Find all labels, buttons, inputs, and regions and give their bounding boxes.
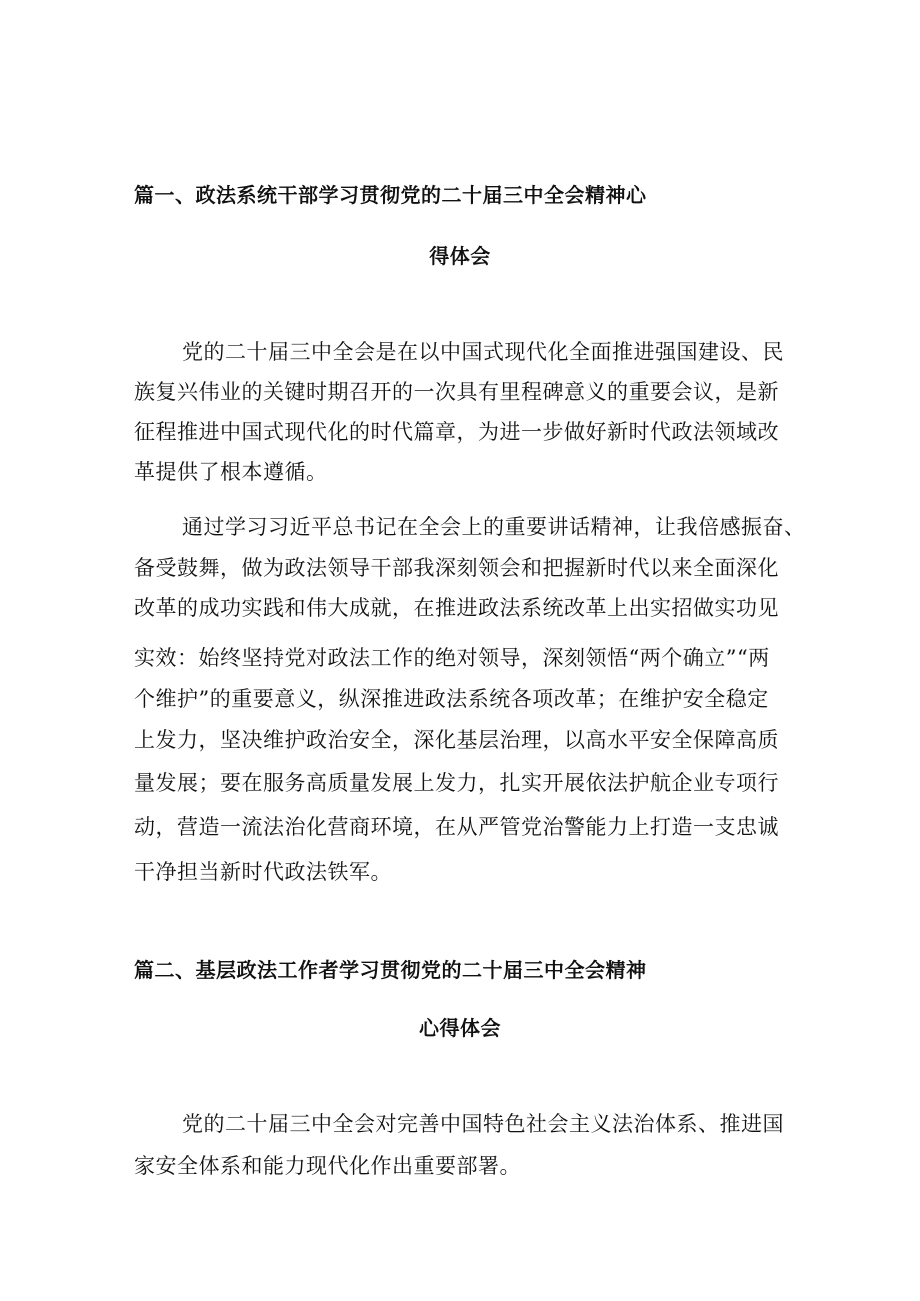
- section1-para1-line2: 族复兴伟业的关键时期召开的一次具有里程碑意义的重要会议，是新: [134, 380, 779, 404]
- section1-title-line2: 得体会: [429, 244, 491, 268]
- section1-para2-line5: 个维护”的重要意义，纵深推进政法系统各项改革；在维护安全稳定: [134, 687, 769, 711]
- section1-para2-line6: 上发力，坚决维护政治安全，深化基层治理，以高水平安全保障高质: [134, 728, 779, 752]
- section1-para2-line9: 干净担当新时代政法铁军。: [134, 860, 392, 884]
- section1-para2-line3: 改革的成功实践和伟大成就，在推进政法系统改革上出实招做实功见: [134, 596, 779, 620]
- section2-para1-line1: 党的二十届三中全会对完善中国特色社会主义法治体系、推进国: [182, 1112, 784, 1136]
- section2-title-line1: 篇二、基层政法工作者学习贯彻党的二十届三中全会精神: [134, 958, 647, 982]
- section1-para1-line3: 征程推进中国式现代化的时代篇章，为进一步做好新时代政法领域改: [134, 420, 779, 444]
- section2-para1-line2: 家安全体系和能力现代化作出重要部署。: [134, 1154, 521, 1178]
- section1-para2-line7: 量发展；要在服务高质量发展上发力，扎实开展依法护航企业专项行: [134, 771, 779, 795]
- section1-para2-line1: 通过学习习近平总书记在全会上的重要讲话精神，让我倍感振奋、: [182, 515, 806, 539]
- section2-title-line2: 心得体会: [419, 1016, 501, 1040]
- section1-para2-line2: 备受鼓舞，做为政法领导干部我深刻领会和把握新时代以来全面深化: [134, 556, 779, 580]
- section1-para1-line4: 革提供了根本遵循。: [134, 460, 328, 484]
- section1-para2-line8: 动，营造一流法治化营商环境，在从严管党治警能力上打造一支忠诚: [134, 815, 779, 839]
- section1-para2-line4: 实效：始终坚持党对政法工作的绝对领导，深刻领悟“两个确立”“两: [134, 646, 770, 670]
- section1-title-line1: 篇一、政法系统干部学习贯彻党的二十届三中全会精神心: [134, 183, 647, 207]
- section1-para1-line1: 党的二十届三中全会是在以中国式现代化全面推进强国建设、民: [182, 340, 784, 364]
